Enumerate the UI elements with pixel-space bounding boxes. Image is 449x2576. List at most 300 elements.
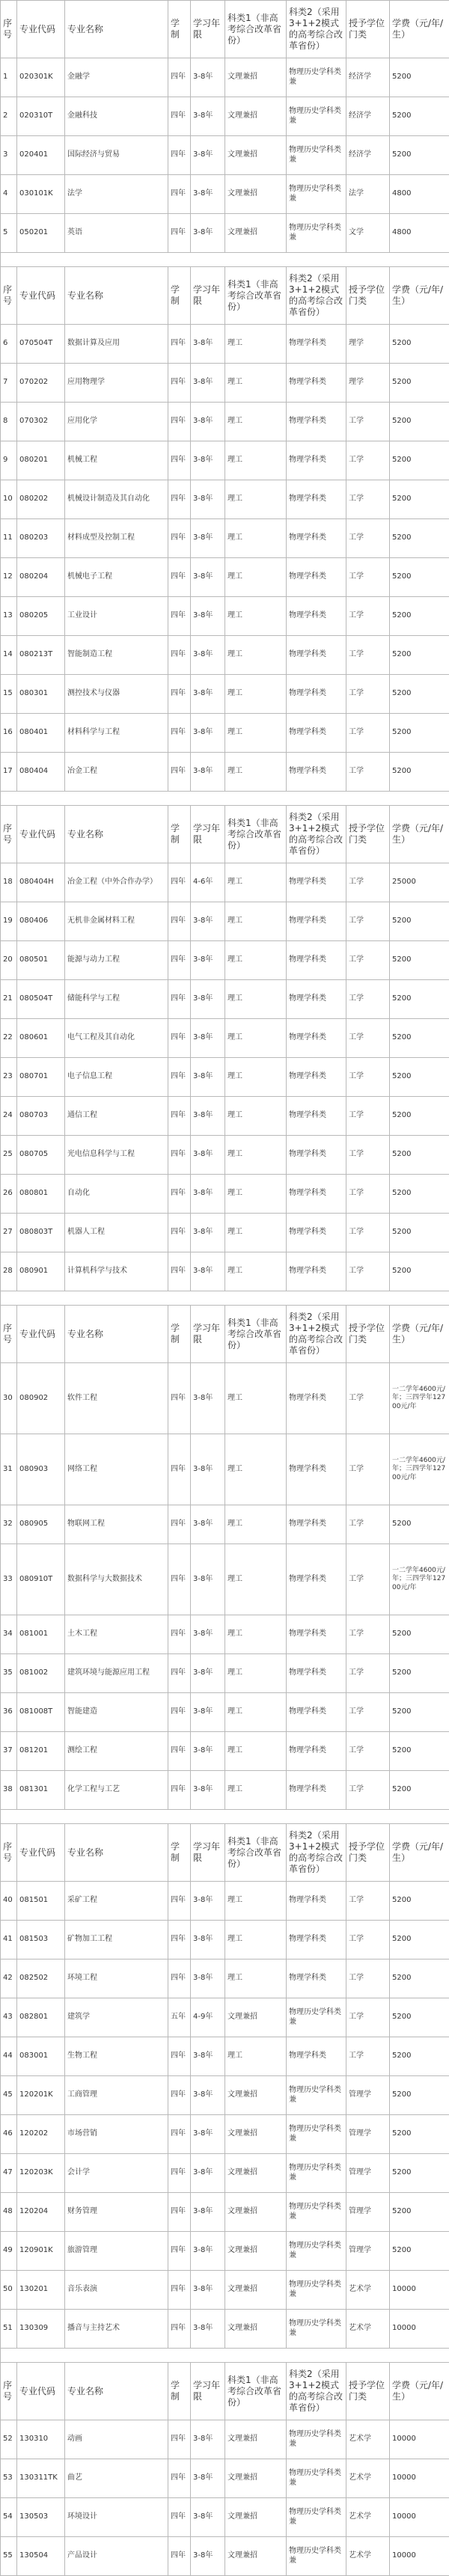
table-row — [1, 1097, 449, 1136]
row-category1: 理工 — [225, 1214, 287, 1252]
row-seq: 45 — [1, 2076, 17, 2115]
row-degree: 工学 — [346, 1693, 390, 1732]
row-code: 080205 — [17, 597, 65, 636]
row-fee: 5200 — [390, 2037, 449, 2076]
header-seq: 序号 — [1, 267, 17, 325]
row-name: 能源与动力工程 — [65, 941, 168, 980]
row-code: 080902 — [17, 1363, 65, 1434]
header-years: 学习年限 — [191, 1306, 225, 1363]
row-category2: 物理学科类 — [287, 364, 346, 403]
row-degree: 工学 — [346, 1019, 390, 1058]
row-category1: 理工 — [225, 980, 287, 1019]
table-row — [1, 714, 449, 753]
row-seq: 2 — [1, 97, 17, 136]
row-name: 生物工程 — [65, 2037, 168, 2076]
row-fee: 5200 — [390, 97, 449, 136]
table-row — [1, 1363, 449, 1434]
row-name: 旅游管理 — [65, 2232, 168, 2271]
row-category1: 理工 — [225, 941, 287, 980]
row-system: 四年 — [168, 1097, 191, 1136]
row-code: 080301 — [17, 675, 65, 714]
row-category2: 物理历史学科类兼 — [287, 2271, 346, 2310]
row-code: 082801 — [17, 1998, 65, 2037]
row-years: 3-8年 — [191, 480, 225, 519]
row-degree: 经济学 — [346, 97, 390, 136]
row-name: 软件工程 — [65, 1363, 168, 1434]
row-category1: 理工 — [225, 1175, 287, 1214]
row-system: 四年 — [168, 863, 191, 902]
row-system: 四年 — [168, 136, 191, 175]
row-name: 市场营销 — [65, 2115, 168, 2154]
row-degree: 工学 — [346, 675, 390, 714]
table-row — [1, 1544, 449, 1615]
row-category1: 文理兼招 — [225, 2310, 287, 2349]
row-degree: 工学 — [346, 753, 390, 792]
table-row — [1, 1214, 449, 1252]
table-row — [1, 863, 449, 902]
row-years: 3-8年 — [191, 1771, 225, 1810]
header-degree: 授予学位门类 — [346, 1306, 390, 1363]
row-degree: 理学 — [346, 325, 390, 364]
row-years: 3-8年 — [191, 441, 225, 480]
row-name: 机器人工程 — [65, 1214, 168, 1252]
row-system: 四年 — [168, 97, 191, 136]
row-fee: 5200 — [390, 1019, 449, 1058]
row-fee: 10000 — [390, 2459, 449, 2498]
table-row — [1, 1693, 449, 1732]
row-category2: 物理学科类 — [287, 519, 346, 558]
table-row — [1, 941, 449, 980]
row-name: 法学 — [65, 175, 168, 214]
row-fee: 5200 — [390, 325, 449, 364]
row-name: 网络工程 — [65, 1434, 168, 1505]
row-fee: 5200 — [390, 636, 449, 675]
row-code: 080202 — [17, 480, 65, 519]
row-category2: 物理学科类 — [287, 1882, 346, 1921]
row-code: 080504T — [17, 980, 65, 1019]
row-years: 3-8年 — [191, 58, 225, 97]
row-code: 130504 — [17, 2537, 65, 2576]
row-name: 财务管理 — [65, 2193, 168, 2232]
row-category1: 理工 — [225, 902, 287, 941]
table-header-row — [1, 1306, 449, 1363]
row-system: 四年 — [168, 1214, 191, 1252]
row-code: 130311TK — [17, 2459, 65, 2498]
row-seq: 43 — [1, 1998, 17, 2037]
row-degree: 工学 — [346, 1175, 390, 1214]
row-category2: 物理学科类 — [287, 1771, 346, 1810]
row-category2: 物理学科类 — [287, 1732, 346, 1771]
row-seq: 7 — [1, 364, 17, 403]
table-row — [1, 1252, 449, 1291]
row-code: 080703 — [17, 1097, 65, 1136]
header-system: 学制 — [168, 1306, 191, 1363]
row-fee: 5200 — [390, 480, 449, 519]
row-code: 080204 — [17, 558, 65, 597]
row-category1: 文理兼招 — [225, 1998, 287, 2037]
row-name: 采矿工程 — [65, 1882, 168, 1921]
table-row — [1, 2115, 449, 2154]
table-row — [1, 597, 449, 636]
table-row — [1, 1882, 449, 1921]
table-row — [1, 136, 449, 175]
row-years: 3-8年 — [191, 2459, 225, 2498]
row-category2: 物理历史学科类兼 — [287, 2310, 346, 2349]
row-seq: 53 — [1, 2459, 17, 2498]
row-code: 070302 — [17, 403, 65, 441]
row-years: 3-8年 — [191, 636, 225, 675]
row-system: 四年 — [168, 1434, 191, 1505]
row-category2: 物理学科类 — [287, 1252, 346, 1291]
row-seq: 50 — [1, 2271, 17, 2310]
row-years: 3-8年 — [191, 1505, 225, 1544]
row-category1: 理工 — [225, 2037, 287, 2076]
header-category2: 科类2（采用3+1+2模式的高考综合改革省份） — [287, 1, 346, 58]
section-gap — [1, 1810, 449, 1824]
row-system: 四年 — [168, 1019, 191, 1058]
row-category1: 理工 — [225, 441, 287, 480]
header-name: 专业名称 — [65, 2363, 168, 2420]
row-fee: 5200 — [390, 2154, 449, 2193]
table-row — [1, 2037, 449, 2076]
row-years: 3-8年 — [191, 2537, 225, 2576]
row-seq: 13 — [1, 597, 17, 636]
row-degree: 工学 — [346, 1771, 390, 1810]
row-system: 四年 — [168, 558, 191, 597]
row-category1: 理工 — [225, 1097, 287, 1136]
table-row — [1, 2537, 449, 2576]
header-years: 学习年限 — [191, 2363, 225, 2420]
row-system: 四年 — [168, 1175, 191, 1214]
row-fee: 5200 — [390, 1214, 449, 1252]
row-seq: 1 — [1, 58, 17, 97]
row-code: 080203 — [17, 519, 65, 558]
row-code: 080910T — [17, 1544, 65, 1615]
row-name: 冶金工程 — [65, 753, 168, 792]
row-years: 3-8年 — [191, 364, 225, 403]
row-seq: 19 — [1, 902, 17, 941]
row-fee: 5200 — [390, 675, 449, 714]
row-category1: 文理兼招 — [225, 2271, 287, 2310]
header-fee: 学费（元/年/生） — [390, 2363, 449, 2420]
row-category2: 物理学科类 — [287, 675, 346, 714]
row-category1: 文理兼招 — [225, 2193, 287, 2232]
row-category1: 理工 — [225, 1136, 287, 1175]
table-row — [1, 1959, 449, 1998]
row-system: 四年 — [168, 1615, 191, 1654]
row-seq: 40 — [1, 1882, 17, 1921]
header-code: 专业代码 — [17, 1824, 65, 1882]
row-system: 四年 — [168, 2193, 191, 2232]
row-code: 070202 — [17, 364, 65, 403]
row-fee: 5200 — [390, 1654, 449, 1693]
row-fee: 25000 — [390, 863, 449, 902]
row-degree: 工学 — [346, 1998, 390, 2037]
section-gap-cell — [1, 2349, 449, 2363]
row-system: 四年 — [168, 714, 191, 753]
row-category2: 物理学科类 — [287, 1363, 346, 1434]
row-years: 3-8年 — [191, 1654, 225, 1693]
row-code: 130503 — [17, 2498, 65, 2537]
table-row — [1, 902, 449, 941]
row-category1: 理工 — [225, 1693, 287, 1732]
row-seq: 34 — [1, 1615, 17, 1654]
row-system: 四年 — [168, 2076, 191, 2115]
header-seq: 序号 — [1, 2363, 17, 2420]
row-system: 四年 — [168, 2459, 191, 2498]
row-fee: 10000 — [390, 2310, 449, 2349]
row-fee: 一二学年4600元/年；三四学年12700元/年 — [390, 1544, 449, 1615]
row-category1: 理工 — [225, 1363, 287, 1434]
row-degree: 工学 — [346, 863, 390, 902]
row-category2: 物理学科类 — [287, 1693, 346, 1732]
row-code: 080201 — [17, 441, 65, 480]
row-category2: 物理学科类 — [287, 1959, 346, 1998]
row-category2: 物理学科类 — [287, 597, 346, 636]
row-fee: 5200 — [390, 2232, 449, 2271]
row-system: 四年 — [168, 441, 191, 480]
row-name: 物联网工程 — [65, 1505, 168, 1544]
header-code: 专业代码 — [17, 2363, 65, 2420]
row-category2: 物理学科类 — [287, 941, 346, 980]
row-category1: 理工 — [225, 403, 287, 441]
row-system: 四年 — [168, 2310, 191, 2349]
table-row — [1, 1058, 449, 1097]
header-category1: 科类1（非高考综合改革省份） — [225, 1306, 287, 1363]
row-system: 四年 — [168, 980, 191, 1019]
row-seq: 16 — [1, 714, 17, 753]
header-name: 专业名称 — [65, 1306, 168, 1363]
row-years: 3-8年 — [191, 1252, 225, 1291]
row-code: 070504T — [17, 325, 65, 364]
row-fee: 5200 — [390, 1882, 449, 1921]
row-category2: 物理学科类 — [287, 480, 346, 519]
row-system: 四年 — [168, 325, 191, 364]
row-name: 储能科学与工程 — [65, 980, 168, 1019]
row-category2: 物理学科类 — [287, 558, 346, 597]
row-code: 120201K — [17, 2076, 65, 2115]
row-fee: 5200 — [390, 714, 449, 753]
header-category2: 科类2（采用3+1+2模式的高考综合改革省份） — [287, 267, 346, 325]
table-row — [1, 1998, 449, 2037]
row-code: 130310 — [17, 2420, 65, 2459]
header-category2: 科类2（采用3+1+2模式的高考综合改革省份） — [287, 806, 346, 863]
row-degree: 管理学 — [346, 2115, 390, 2154]
row-fee: 一二学年4600元/年；三四学年12700元/年 — [390, 1434, 449, 1505]
row-fee: 5200 — [390, 1175, 449, 1214]
row-code: 130309 — [17, 2310, 65, 2349]
row-code: 080404 — [17, 753, 65, 792]
row-name: 工业设计 — [65, 597, 168, 636]
row-system: 四年 — [168, 636, 191, 675]
table-header-row — [1, 267, 449, 325]
row-category1: 理工 — [225, 1615, 287, 1654]
row-degree: 工学 — [346, 441, 390, 480]
header-degree: 授予学位门类 — [346, 267, 390, 325]
row-years: 3-8年 — [191, 136, 225, 175]
row-category2: 物理学科类 — [287, 1097, 346, 1136]
table-row — [1, 1771, 449, 1810]
row-category2: 物理历史学科类兼 — [287, 2154, 346, 2193]
row-years: 3-8年 — [191, 675, 225, 714]
row-name: 冶金工程（中外合作办学） — [65, 863, 168, 902]
row-system: 四年 — [168, 2420, 191, 2459]
row-degree: 工学 — [346, 1058, 390, 1097]
row-fee: 5200 — [390, 2193, 449, 2232]
row-category2: 物理学科类 — [287, 1615, 346, 1654]
row-seq: 6 — [1, 325, 17, 364]
row-system: 四年 — [168, 1921, 191, 1959]
header-category1: 科类1（非高考综合改革省份） — [225, 1, 287, 58]
row-fee: 5200 — [390, 2115, 449, 2154]
table-row — [1, 980, 449, 1019]
row-degree: 工学 — [346, 636, 390, 675]
table-row — [1, 2232, 449, 2271]
table-row — [1, 403, 449, 441]
row-seq: 49 — [1, 2232, 17, 2271]
row-category1: 理工 — [225, 1654, 287, 1693]
row-name: 自动化 — [65, 1175, 168, 1214]
row-system: 四年 — [168, 2232, 191, 2271]
row-fee: 5200 — [390, 58, 449, 97]
row-fee: 4800 — [390, 175, 449, 214]
row-name: 机械设计制造及其自动化 — [65, 480, 168, 519]
row-name: 环境设计 — [65, 2498, 168, 2537]
section-gap — [1, 2349, 449, 2363]
row-seq: 55 — [1, 2537, 17, 2576]
row-system: 四年 — [168, 1252, 191, 1291]
row-degree: 工学 — [346, 480, 390, 519]
row-years: 3-8年 — [191, 1363, 225, 1434]
row-system: 四年 — [168, 1771, 191, 1810]
table-row — [1, 364, 449, 403]
row-name: 动画 — [65, 2420, 168, 2459]
row-code: 080901 — [17, 1252, 65, 1291]
row-category2: 物理学科类 — [287, 902, 346, 941]
header-degree: 授予学位门类 — [346, 806, 390, 863]
row-seq: 15 — [1, 675, 17, 714]
row-name: 数据计算及应用 — [65, 325, 168, 364]
row-system: 四年 — [168, 753, 191, 792]
header-seq: 序号 — [1, 1306, 17, 1363]
row-seq: 37 — [1, 1732, 17, 1771]
row-code: 081301 — [17, 1771, 65, 1810]
row-category1: 理工 — [225, 636, 287, 675]
row-category2: 物理学科类 — [287, 403, 346, 441]
row-category1: 理工 — [225, 1252, 287, 1291]
row-name: 建筑环境与能源应用工程 — [65, 1654, 168, 1693]
row-category1: 文理兼招 — [225, 2115, 287, 2154]
row-name: 材料科学与工程 — [65, 714, 168, 753]
table-header-row — [1, 1, 449, 58]
row-years: 3-8年 — [191, 1959, 225, 1998]
row-category2: 物理学科类 — [287, 1175, 346, 1214]
row-category1: 文理兼招 — [225, 136, 287, 175]
row-system: 四年 — [168, 1363, 191, 1434]
table-row — [1, 2271, 449, 2310]
header-code: 专业代码 — [17, 267, 65, 325]
row-category1: 理工 — [225, 1505, 287, 1544]
row-fee: 5200 — [390, 1998, 449, 2037]
header-years: 学习年限 — [191, 806, 225, 863]
row-years: 3-8年 — [191, 519, 225, 558]
table-row — [1, 2420, 449, 2459]
row-system: 四年 — [168, 1136, 191, 1175]
row-name: 应用化学 — [65, 403, 168, 441]
table-row — [1, 2310, 449, 2349]
row-years: 3-8年 — [191, 2076, 225, 2115]
row-fee: 5200 — [390, 1505, 449, 1544]
row-code: 080501 — [17, 941, 65, 980]
row-category1: 理工 — [225, 1921, 287, 1959]
table-row — [1, 636, 449, 675]
row-category1: 文理兼招 — [225, 214, 287, 253]
row-seq: 27 — [1, 1214, 17, 1252]
row-code: 080701 — [17, 1058, 65, 1097]
row-category1: 理工 — [225, 753, 287, 792]
row-years: 3-8年 — [191, 1097, 225, 1136]
row-category2: 物理历史学科类兼 — [287, 2232, 346, 2271]
table-row — [1, 753, 449, 792]
row-years: 3-8年 — [191, 902, 225, 941]
row-seq: 52 — [1, 2420, 17, 2459]
row-degree: 艺术学 — [346, 2310, 390, 2349]
row-code: 080404H — [17, 863, 65, 902]
row-years: 3-8年 — [191, 1693, 225, 1732]
row-degree: 工学 — [346, 1882, 390, 1921]
row-degree: 管理学 — [346, 2076, 390, 2115]
row-system: 四年 — [168, 2271, 191, 2310]
row-category2: 物理学科类 — [287, 1654, 346, 1693]
row-degree: 工学 — [346, 941, 390, 980]
header-name: 专业名称 — [65, 1, 168, 58]
section-gap — [1, 253, 449, 267]
row-degree: 艺术学 — [346, 2498, 390, 2537]
row-code: 080905 — [17, 1505, 65, 1544]
row-category1: 理工 — [225, 519, 287, 558]
row-category1: 理工 — [225, 1732, 287, 1771]
table-row — [1, 1019, 449, 1058]
row-category2: 物理学科类 — [287, 714, 346, 753]
table-row — [1, 2154, 449, 2193]
row-fee: 5200 — [390, 1771, 449, 1810]
row-code: 081001 — [17, 1615, 65, 1654]
row-seq: 26 — [1, 1175, 17, 1214]
row-system: 四年 — [168, 1882, 191, 1921]
row-degree: 艺术学 — [346, 2459, 390, 2498]
row-years: 4-6年 — [191, 863, 225, 902]
row-category1: 理工 — [225, 480, 287, 519]
row-seq: 17 — [1, 753, 17, 792]
row-fee: 5200 — [390, 558, 449, 597]
table-header-row — [1, 2363, 449, 2420]
row-name: 电气工程及其自动化 — [65, 1019, 168, 1058]
row-years: 3-8年 — [191, 214, 225, 253]
row-code: 080801 — [17, 1175, 65, 1214]
row-degree: 经济学 — [346, 58, 390, 97]
table-row — [1, 1654, 449, 1693]
header-name: 专业名称 — [65, 267, 168, 325]
row-fee: 5200 — [390, 1921, 449, 1959]
row-system: 五年 — [168, 1998, 191, 2037]
table-header-row — [1, 806, 449, 863]
table-row — [1, 441, 449, 480]
row-degree: 工学 — [346, 1136, 390, 1175]
row-years: 3-8年 — [191, 1615, 225, 1654]
header-years: 学习年限 — [191, 267, 225, 325]
row-code: 081501 — [17, 1882, 65, 1921]
table-row — [1, 1732, 449, 1771]
